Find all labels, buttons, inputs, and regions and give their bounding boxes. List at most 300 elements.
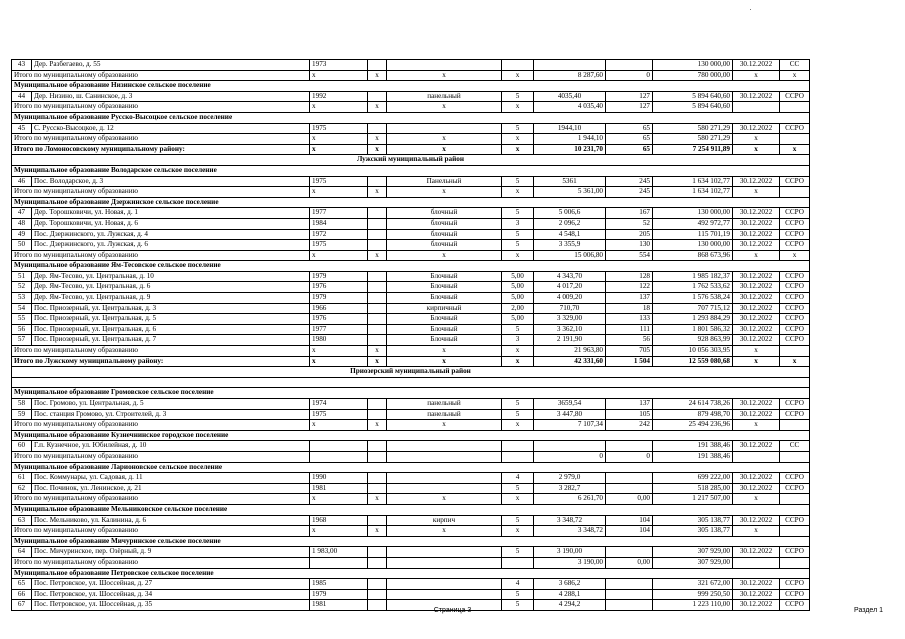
table-cell: 3659,54 xyxy=(534,399,606,410)
table-cell: 307 929,00 xyxy=(653,547,733,558)
table-cell: 1 293 884,29 xyxy=(653,314,733,325)
table-row xyxy=(12,91,810,102)
table-cell: 3 190,00 xyxy=(534,557,606,568)
subtotal-row xyxy=(12,134,810,145)
table-cell: 1944,10 xyxy=(534,123,606,134)
table-cell: 52 xyxy=(606,218,653,229)
table-cell: 0 xyxy=(606,451,653,462)
table-cell: Пос. Приозерный, ул. Центральная, д. 6 xyxy=(32,324,310,335)
table-row xyxy=(12,60,810,71)
table-cell: x xyxy=(733,187,780,198)
table-cell: Пос. Громово, ул. Центральная, д. 5 xyxy=(32,399,310,410)
table-cell: Дер. Низино, ш. Санинское, д. 3 xyxy=(32,91,310,102)
table-cell: 51 xyxy=(12,271,32,282)
table-cell: 5 xyxy=(502,176,534,187)
table-cell: 5 894 640,60 xyxy=(653,91,733,102)
table-cell xyxy=(606,579,653,590)
table-cell: x xyxy=(387,346,502,357)
table-cell: 111 xyxy=(606,324,653,335)
table-cell: 1973 xyxy=(310,60,368,71)
table-cell xyxy=(368,282,387,293)
table-cell: 580 271,29 xyxy=(653,123,733,134)
table-cell: x xyxy=(310,526,368,537)
table-cell: 133 xyxy=(606,314,653,325)
table-cell: Пос. Мельниково, ул. Калинина, д. 6 xyxy=(32,515,310,526)
table-cell: Панельный xyxy=(387,176,502,187)
total-label: Итого по муниципальному образованию xyxy=(12,102,310,113)
table-row xyxy=(12,335,810,346)
table-cell: 30.12.2022 xyxy=(733,409,780,420)
table-cell: 1974 xyxy=(310,399,368,410)
table-cell: x xyxy=(387,102,502,113)
table-cell: 8 287,60 xyxy=(534,70,606,81)
table-cell: 6 261,70 xyxy=(534,494,606,505)
table-cell: x xyxy=(733,70,780,81)
table-cell: Пос. Дзержинского, ул. Лужская, д. 4 xyxy=(32,229,310,240)
table-cell: 62 xyxy=(12,483,32,494)
table-cell: x xyxy=(733,526,780,537)
total-label: Итого по муниципальному образованию xyxy=(12,494,310,505)
table-cell xyxy=(780,526,810,537)
table-cell xyxy=(368,303,387,314)
table-cell: ССРО xyxy=(780,409,810,420)
subtotal-row xyxy=(12,187,810,198)
table-cell: ССРО xyxy=(780,91,810,102)
table-cell xyxy=(368,515,387,526)
table-cell: 5,00 xyxy=(502,271,534,282)
section-header-row xyxy=(12,112,810,123)
table-cell: 30.12.2022 xyxy=(733,293,780,304)
table-cell: 5 006,6 xyxy=(534,208,606,219)
table-row xyxy=(12,409,810,420)
subtotal-row xyxy=(12,346,810,357)
table-cell: 1976 xyxy=(310,282,368,293)
table-cell: 5 894 640,60 xyxy=(653,102,733,113)
table-cell xyxy=(368,240,387,251)
table-cell: 3 348,72 xyxy=(534,526,606,537)
table-cell: 4 017,20 xyxy=(534,282,606,293)
table-cell: 7 254 911,89 xyxy=(653,144,733,155)
table-cell: 5 xyxy=(502,208,534,219)
table-cell: 554 xyxy=(606,250,653,261)
table-cell xyxy=(368,441,387,452)
table-cell: ССРО xyxy=(780,589,810,600)
table-body xyxy=(12,60,810,611)
table-cell: x xyxy=(310,102,368,113)
table-cell xyxy=(368,547,387,558)
table-cell: 127 xyxy=(606,91,653,102)
table-cell: ССРО xyxy=(780,399,810,410)
table-cell: 24 614 738,26 xyxy=(653,399,733,410)
table-cell: 1977 xyxy=(310,208,368,219)
table-cell: 1981 xyxy=(310,600,368,611)
table-cell: 30.12.2022 xyxy=(733,324,780,335)
table-cell: 2 979,0 xyxy=(534,473,606,484)
section-title: Муниципальное образование Ларионовское сельское поселение xyxy=(12,462,810,473)
table-cell: 137 xyxy=(606,293,653,304)
table-cell: 60 xyxy=(12,441,32,452)
table-cell: 10 231,70 xyxy=(534,144,606,155)
table-cell xyxy=(368,409,387,420)
table-cell: 1992 xyxy=(310,91,368,102)
table-cell xyxy=(780,420,810,431)
table-cell: 5361 xyxy=(534,176,606,187)
table-cell: Блочный xyxy=(387,282,502,293)
table-cell: x xyxy=(387,70,502,81)
table-cell: 1984 xyxy=(310,218,368,229)
table-cell xyxy=(368,123,387,134)
table-cell: x xyxy=(387,250,502,261)
table-cell xyxy=(368,579,387,590)
table-cell xyxy=(502,557,534,568)
table-row xyxy=(12,218,810,229)
table-cell: 52 xyxy=(12,282,32,293)
table-cell xyxy=(780,102,810,113)
table-cell: x xyxy=(310,144,368,155)
table-cell: 999 250,50 xyxy=(653,589,733,600)
table-cell: 3 686,2 xyxy=(534,579,606,590)
table-cell: ССРО xyxy=(780,483,810,494)
table-cell: x xyxy=(733,134,780,145)
table-cell: 780 000,00 xyxy=(653,70,733,81)
table-cell xyxy=(368,324,387,335)
table-cell: 67 xyxy=(12,600,32,611)
total-label: Итого по Ломоносовскому муниципальному району: xyxy=(12,144,310,155)
table-cell: x xyxy=(368,70,387,81)
table-cell: x xyxy=(310,494,368,505)
table-cell: Дер. Ям-Тесово, ул. Центральная, д. 6 xyxy=(32,282,310,293)
table-cell xyxy=(502,441,534,452)
table-cell xyxy=(387,473,502,484)
table-cell: 30.12.2022 xyxy=(733,282,780,293)
table-cell: 1985 xyxy=(310,579,368,590)
table-cell: 66 xyxy=(12,589,32,600)
section-title: Муниципальное образование Володарское сельское поселение xyxy=(12,165,810,176)
table-cell: 3 xyxy=(502,335,534,346)
table-cell: ССРО xyxy=(780,303,810,314)
table-row xyxy=(12,303,810,314)
table-cell xyxy=(368,229,387,240)
table-cell: Дер. Торошковичи, ул. Новая, д. 6 xyxy=(32,218,310,229)
table-cell: x xyxy=(502,356,534,367)
table-cell: Дер. Ям-Тесово, ул. Центральная, д. 9 xyxy=(32,293,310,304)
table-cell: Пос. Петровское, ул. Шоссейная, д. 34 xyxy=(32,589,310,600)
table-cell: x xyxy=(502,70,534,81)
table-cell: 1979 xyxy=(310,589,368,600)
table-cell: x xyxy=(387,494,502,505)
table-cell: 305 138,77 xyxy=(653,515,733,526)
blank-cell xyxy=(12,377,810,388)
table-cell: x xyxy=(502,187,534,198)
table-cell xyxy=(368,335,387,346)
table-cell: x xyxy=(780,250,810,261)
table-cell: x xyxy=(780,70,810,81)
section-title: Муниципальное образование Низинское сельское поселение xyxy=(12,81,810,92)
table-cell: 5,00 xyxy=(502,314,534,325)
table-cell: x xyxy=(733,250,780,261)
table-cell: 30.12.2022 xyxy=(733,91,780,102)
table-cell: 21 963,80 xyxy=(534,346,606,357)
table-cell: 30.12.2022 xyxy=(733,303,780,314)
table-cell: x xyxy=(368,250,387,261)
table-cell: Пос. Приозерный, ул. Центральная, д. 5 xyxy=(32,314,310,325)
table-cell: 30.12.2022 xyxy=(733,60,780,71)
table-cell xyxy=(606,473,653,484)
table-cell: 130 000,00 xyxy=(653,60,733,71)
table-row xyxy=(12,293,810,304)
table-row xyxy=(12,579,810,590)
table-cell: 1975 xyxy=(310,176,368,187)
subtotal-row xyxy=(12,451,810,462)
table-cell: 868 673,96 xyxy=(653,250,733,261)
section-header-row xyxy=(12,536,810,547)
table-cell: x xyxy=(733,346,780,357)
table-cell xyxy=(310,557,368,568)
table-cell: 4 009,20 xyxy=(534,293,606,304)
table-cell: панельный xyxy=(387,399,502,410)
table-cell: 65 xyxy=(606,144,653,155)
table-row xyxy=(12,176,810,187)
table-cell xyxy=(606,547,653,558)
subtotal-row xyxy=(12,420,810,431)
table-cell: 5 361,00 xyxy=(534,187,606,198)
table-cell: 0 xyxy=(534,451,606,462)
table-cell: 4 288,1 xyxy=(534,589,606,600)
table-cell: x xyxy=(733,420,780,431)
table-cell: 30.12.2022 xyxy=(733,218,780,229)
subtotal-row xyxy=(12,70,810,81)
table-cell: 1 944,10 xyxy=(534,134,606,145)
table-cell: 518 285,00 xyxy=(653,483,733,494)
table-cell: 245 xyxy=(606,176,653,187)
table-cell: 130 000,00 xyxy=(653,240,733,251)
table-cell: 58 xyxy=(12,399,32,410)
table-cell: блочный xyxy=(387,208,502,219)
table-cell: 65 xyxy=(606,123,653,134)
table-cell: 30.12.2022 xyxy=(733,441,780,452)
table-cell xyxy=(387,557,502,568)
table-cell: 0,00 xyxy=(606,557,653,568)
table-cell xyxy=(387,589,502,600)
table-cell: 5 xyxy=(502,589,534,600)
table-cell: x xyxy=(387,187,502,198)
table-cell: 56 xyxy=(606,335,653,346)
table-cell: x xyxy=(310,134,368,145)
total-label: Итого по Лужскому муниципальному району: xyxy=(12,356,310,367)
table-cell: 1 217 507,00 xyxy=(653,494,733,505)
total-label: Итого по муниципальному образованию xyxy=(12,451,310,462)
table-cell: ССРО xyxy=(780,473,810,484)
section-title: Муниципальное образование Мельниковское сельское поселение xyxy=(12,504,810,515)
table-cell: 30.12.2022 xyxy=(733,547,780,558)
table-cell: 1977 xyxy=(310,324,368,335)
table-row xyxy=(12,208,810,219)
table-cell xyxy=(606,60,653,71)
section-header-row xyxy=(12,165,810,176)
table-cell xyxy=(534,60,606,71)
table-cell: x xyxy=(502,494,534,505)
table-cell: 5 xyxy=(502,399,534,410)
table-cell: 47 xyxy=(12,208,32,219)
table-cell: 65 xyxy=(12,579,32,590)
table-cell: 104 xyxy=(606,515,653,526)
section-header-row xyxy=(12,568,810,579)
table-cell: 5 xyxy=(502,229,534,240)
table-cell: 5 xyxy=(502,240,534,251)
table-cell: 1 634 102,77 xyxy=(653,176,733,187)
table-cell: Блочный xyxy=(387,335,502,346)
table-cell: Пос. Приозерный, ул. Центральная, д. 7 xyxy=(32,335,310,346)
table-cell: 4 035,40 xyxy=(534,102,606,113)
table-cell: x xyxy=(780,144,810,155)
table-cell: 5 xyxy=(502,600,534,611)
table-cell: x xyxy=(368,526,387,537)
table-cell xyxy=(368,208,387,219)
table-cell xyxy=(368,314,387,325)
table-cell: Блочный xyxy=(387,271,502,282)
table-cell: 3 355,9 xyxy=(534,240,606,251)
table-cell: 30.12.2022 xyxy=(733,483,780,494)
section-label: Раздел 1 xyxy=(854,607,883,614)
table-row xyxy=(12,123,810,134)
table-cell: 1 762 533,62 xyxy=(653,282,733,293)
table-cell: ССРО xyxy=(780,123,810,134)
table-cell: Блочный xyxy=(387,314,502,325)
table-cell: x xyxy=(368,102,387,113)
table-cell: 707 715,12 xyxy=(653,303,733,314)
table-cell xyxy=(368,60,387,71)
section-title: Муниципальное образование Громовское сельское поселение xyxy=(12,388,810,399)
table-cell: 25 494 236,96 xyxy=(653,420,733,431)
table-cell: панельный xyxy=(387,409,502,420)
table-cell xyxy=(387,483,502,494)
table-cell: 15 006,80 xyxy=(534,250,606,261)
table-cell: 699 222,00 xyxy=(653,473,733,484)
table-cell xyxy=(368,399,387,410)
table-cell: 879 498,70 xyxy=(653,409,733,420)
table-cell: 30.12.2022 xyxy=(733,176,780,187)
table-cell xyxy=(368,589,387,600)
total-label: Итого по муниципальному образованию xyxy=(12,250,310,261)
table-cell: Пос. Коммунары, ул. Садовая, д. 11 xyxy=(32,473,310,484)
table-cell: 2 191,90 xyxy=(534,335,606,346)
table-cell: 50 xyxy=(12,240,32,251)
table-cell xyxy=(310,441,368,452)
section-header-row xyxy=(12,430,810,441)
table-cell: ССРО xyxy=(780,240,810,251)
table-cell: 205 xyxy=(606,229,653,240)
table-cell: 1966 xyxy=(310,303,368,314)
table-cell: 4 294,2 xyxy=(534,600,606,611)
table-cell: 1976 xyxy=(310,314,368,325)
table-cell: 30.12.2022 xyxy=(733,600,780,611)
table-cell xyxy=(387,60,502,71)
table-cell: 12 559 080,68 xyxy=(653,356,733,367)
table-cell: 1975 xyxy=(310,123,368,134)
table-cell: СС xyxy=(780,60,810,71)
table-cell xyxy=(387,547,502,558)
table-cell: Пос. Петровское, ул. Шоссейная, д. 27 xyxy=(32,579,310,590)
housing-register-table xyxy=(11,59,810,611)
table-cell: 305 138,77 xyxy=(653,526,733,537)
section-header-row xyxy=(12,197,810,208)
total-label: Итого по муниципальному образованию xyxy=(12,134,310,145)
table-cell: 4 548,1 xyxy=(534,229,606,240)
table-row xyxy=(12,483,810,494)
table-cell: 191 388,46 xyxy=(653,451,733,462)
table-cell: 580 271,29 xyxy=(653,134,733,145)
table-cell: ССРО xyxy=(780,547,810,558)
section-header-row xyxy=(12,81,810,92)
section-title: Муниципальное образование Русско-Высоцкое сельское поселение xyxy=(12,112,810,123)
table-cell xyxy=(606,483,653,494)
subtotal-row xyxy=(12,494,810,505)
table-cell: 928 863,99 xyxy=(653,335,733,346)
table-cell: ССРО xyxy=(780,229,810,240)
table-cell: 191 388,46 xyxy=(653,441,733,452)
table-cell: 48 xyxy=(12,218,32,229)
table-cell xyxy=(780,557,810,568)
table-cell: 1980 xyxy=(310,335,368,346)
table-cell: Дер. Разбегаево, д. 55 xyxy=(32,60,310,71)
total-label: Итого по муниципальному образованию xyxy=(12,557,310,568)
district-header-row xyxy=(12,367,810,378)
table-cell: Пос. станция Громово, ул. Строителей, д. 3 xyxy=(32,409,310,420)
table-row xyxy=(12,399,810,410)
subtotal-row xyxy=(12,250,810,261)
table-cell xyxy=(780,134,810,145)
table-cell xyxy=(368,473,387,484)
table-cell: 1 634 102,77 xyxy=(653,187,733,198)
table-cell: 3 348,72 xyxy=(534,515,606,526)
table-cell: 44 xyxy=(12,91,32,102)
table-cell: 5 xyxy=(502,409,534,420)
table-cell: ССРО xyxy=(780,335,810,346)
table-cell: 30.12.2022 xyxy=(733,335,780,346)
table-cell: 30.12.2022 xyxy=(733,579,780,590)
table-row xyxy=(12,589,810,600)
table-cell: ССРО xyxy=(780,271,810,282)
table-cell: 0 xyxy=(606,70,653,81)
district-total-row xyxy=(12,356,810,367)
table-cell: x xyxy=(502,250,534,261)
total-label: Итого по муниципальному образованию xyxy=(12,346,310,357)
table-cell: 492 972,77 xyxy=(653,218,733,229)
table-cell: x xyxy=(502,346,534,357)
table-cell: x xyxy=(733,356,780,367)
table-cell: 30.12.2022 xyxy=(733,473,780,484)
table-cell: 3 xyxy=(502,218,534,229)
table-cell: 5 xyxy=(502,91,534,102)
table-cell: 4 343,70 xyxy=(534,271,606,282)
table-cell: x xyxy=(502,526,534,537)
table-cell: 4035,40 xyxy=(534,91,606,102)
table-cell: x xyxy=(368,346,387,357)
table-cell: x xyxy=(368,134,387,145)
table-cell: x xyxy=(310,250,368,261)
table-cell: x xyxy=(502,420,534,431)
section-title: Муниципальное образование Ям-Тесовское сельское поселение xyxy=(12,261,810,272)
table-cell: ССРО xyxy=(780,208,810,219)
table-cell: блочный xyxy=(387,218,502,229)
table-cell: ССРО xyxy=(780,515,810,526)
table-cell: x xyxy=(310,420,368,431)
table-cell xyxy=(368,451,387,462)
table-cell: Дер. Ям-Тесово, ул. Центральная, д. 10 xyxy=(32,271,310,282)
table-cell: СС xyxy=(780,441,810,452)
table-cell: x xyxy=(368,144,387,155)
scan-dot xyxy=(750,9,751,10)
